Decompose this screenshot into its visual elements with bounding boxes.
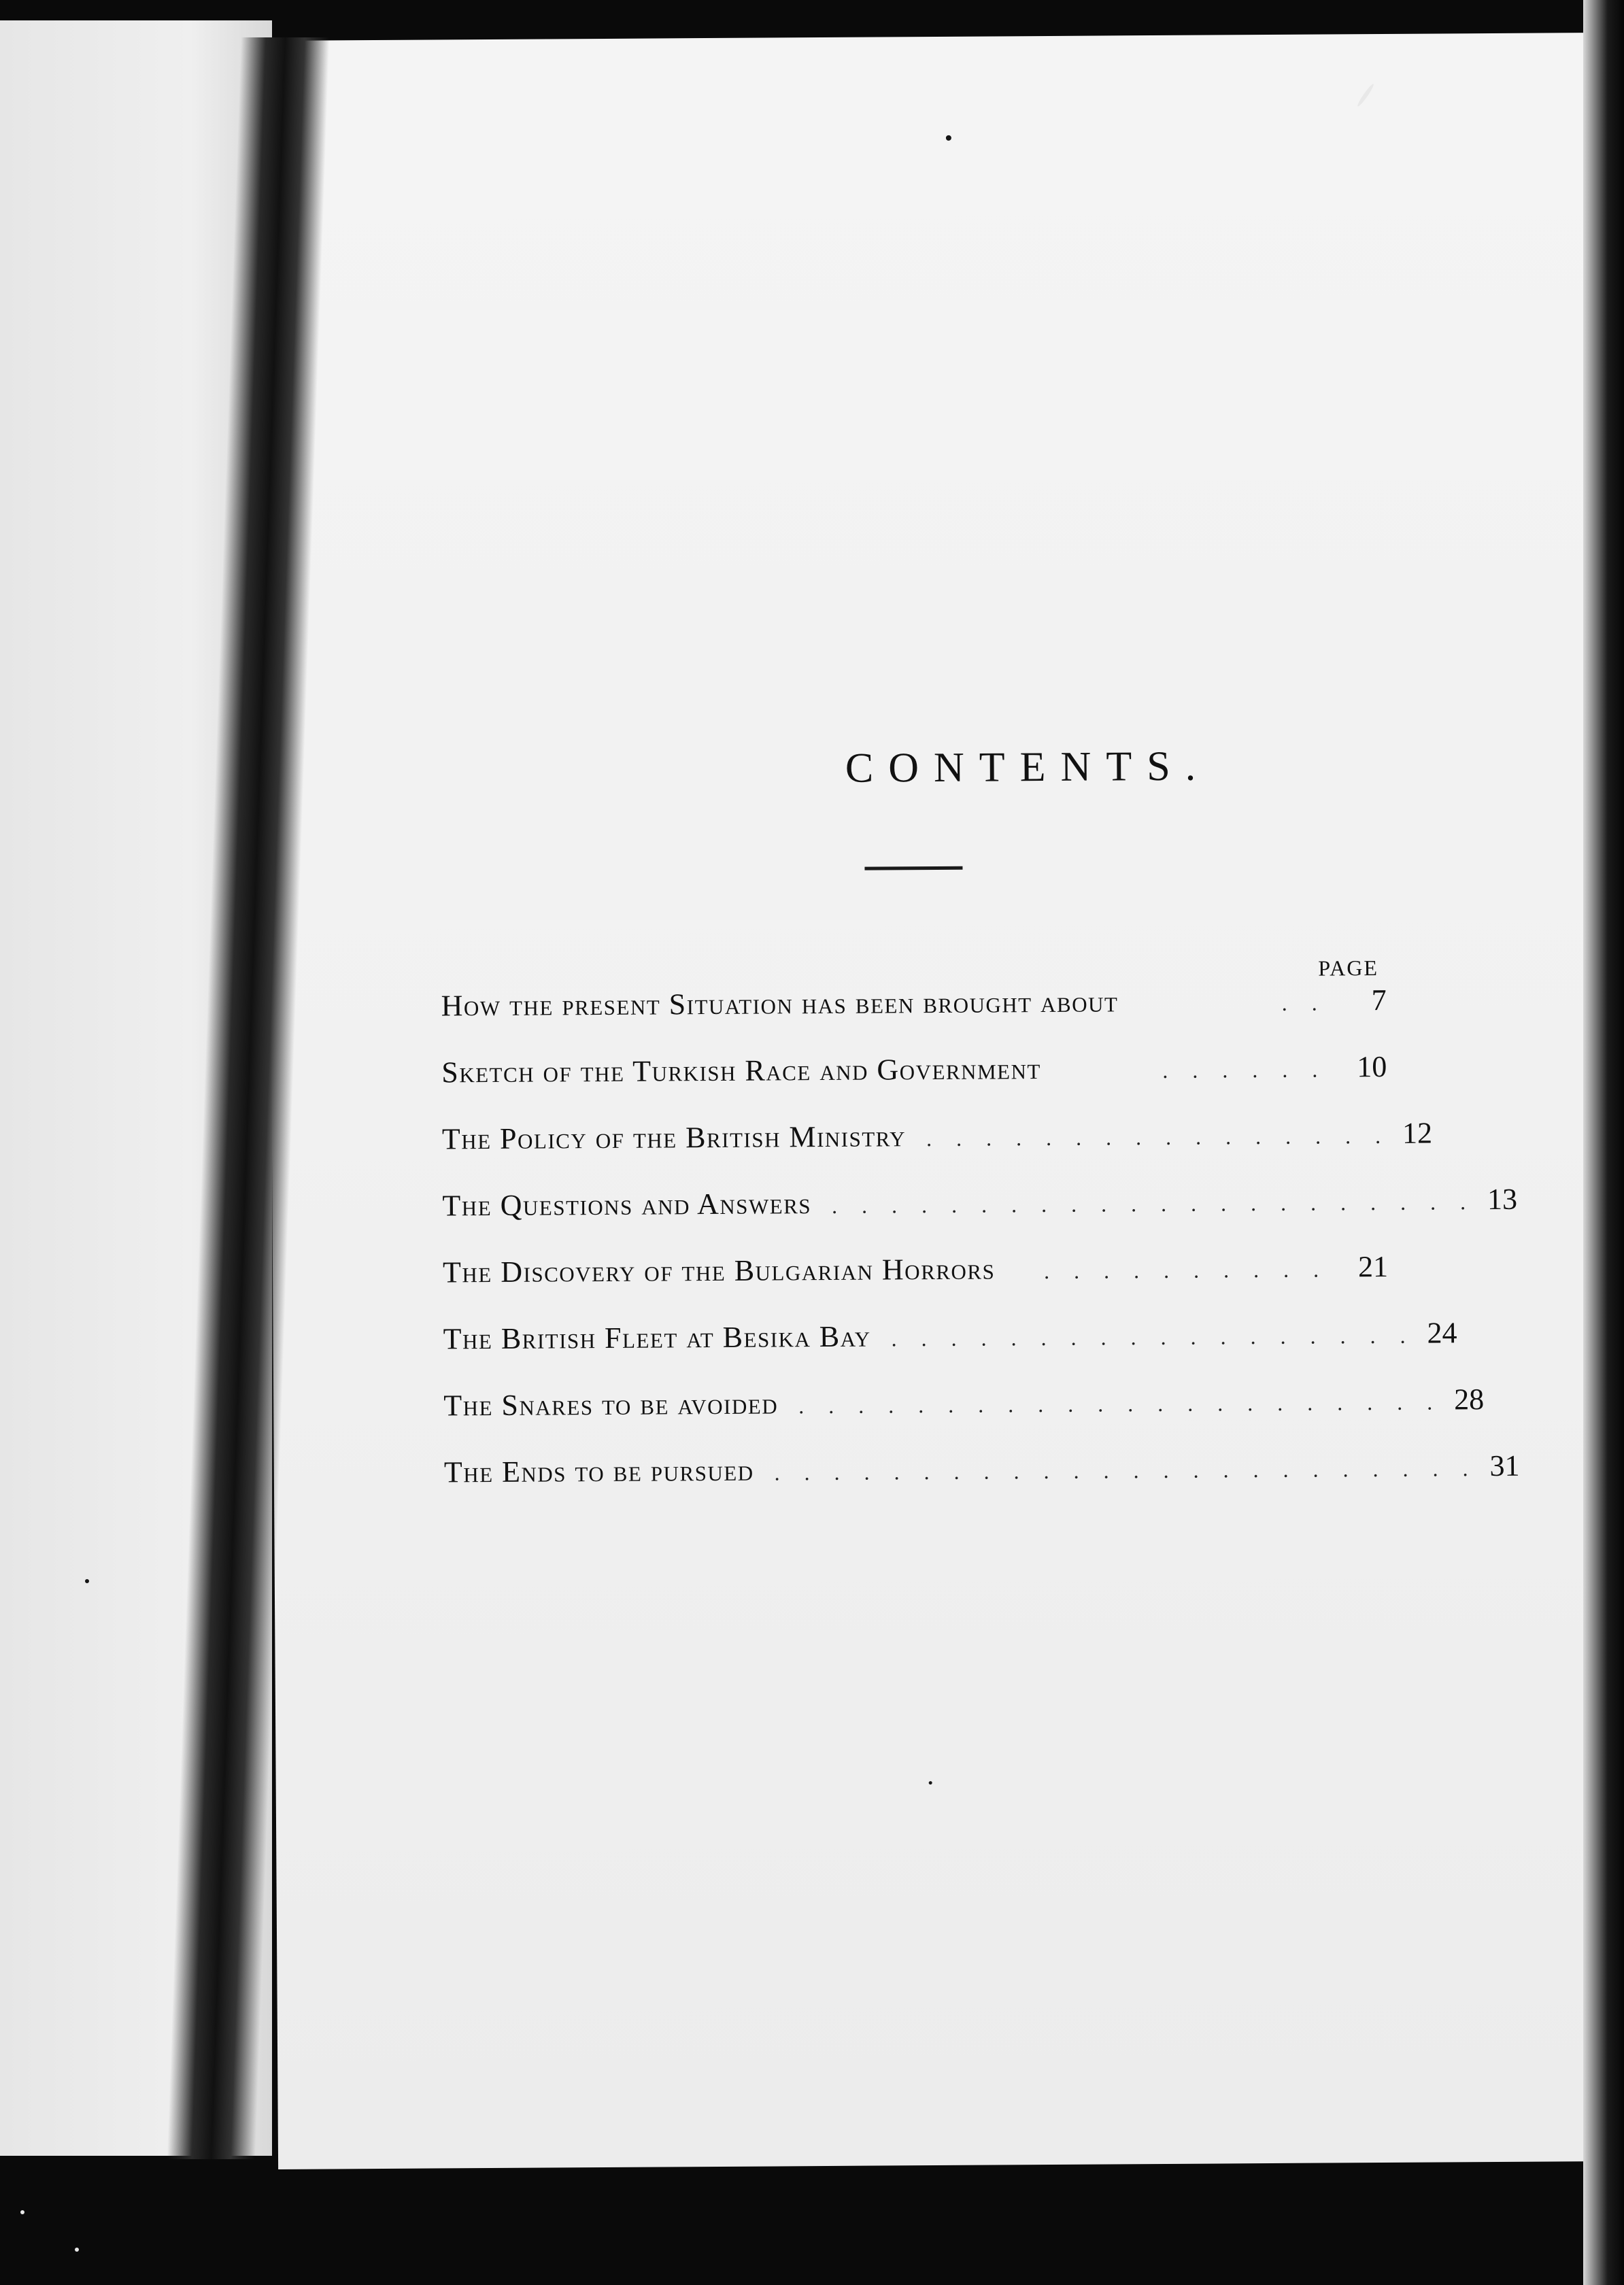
title-rule — [864, 866, 962, 870]
toc-entry — [441, 1049, 1387, 1121]
toc-leader: . . . . . . . . . . — [1043, 1257, 1329, 1284]
toc-entry — [443, 1383, 1485, 1455]
toc-entry-title: The Discovery of the Bulgarian Horrors — [442, 1252, 996, 1289]
toc-entry — [443, 1316, 1457, 1388]
toc-entry — [443, 1449, 1520, 1521]
toc-entry-page: 31 — [1489, 1449, 1520, 1483]
dust-speck — [85, 1579, 89, 1583]
scan-edge — [1583, 0, 1624, 2285]
toc-entry-title: The Questions and Answers — [442, 1187, 812, 1223]
contents-page — [265, 33, 1597, 2169]
toc-entry-title: The Ends to be pursued — [443, 1453, 754, 1489]
toc-entry-title: The Policy of the British Ministry — [441, 1119, 907, 1156]
toc-leader: . . . . . . . . . . . . . . . . . . . . . . — [798, 1389, 1442, 1419]
toc-entry-title: The Snares to be avoided — [443, 1387, 779, 1423]
toc-leader: . . — [1281, 990, 1327, 1015]
toc-leader: . . . . . . . . . . . . . . . . — [926, 1123, 1391, 1151]
toc-leader: . . . . . . — [1162, 1057, 1327, 1083]
toc-entry-title: How the present Situation has been brought about — [441, 985, 1119, 1023]
toc-entry-page: 24 — [1427, 1316, 1457, 1350]
table-of-contents — [441, 983, 1520, 1521]
toc-entry-page: 12 — [1402, 1116, 1433, 1150]
dust-speck — [75, 2248, 79, 2252]
toc-entry-page: 7 — [1371, 983, 1387, 1017]
toc-entry-page: 13 — [1487, 1182, 1518, 1217]
dust-speck — [929, 1781, 932, 1784]
toc-leader: . . . . . . . . . . . . . . . . . . . . . . . . — [774, 1456, 1478, 1485]
toc-entry-page: 28 — [1453, 1383, 1485, 1417]
toc-entry — [442, 1182, 1518, 1255]
toc-entry-title: The British Fleet at Besika Bay — [443, 1319, 871, 1356]
toc-entry — [441, 983, 1387, 1055]
page-column-label: PAGE — [1318, 955, 1379, 981]
toc-entry — [441, 1116, 1433, 1188]
toc-entry-page: 10 — [1357, 1049, 1387, 1084]
toc-leader: . . . . . . . . . . . . . . . . . . . . . . — [831, 1189, 1476, 1218]
dust-speck — [946, 135, 951, 141]
toc-leader: . . . . . . . . . . . . . . . . . . — [891, 1323, 1415, 1351]
toc-entry-page: 21 — [1357, 1249, 1389, 1284]
toc-entry-title: Sketch of the Turkish Race and Government — [441, 1052, 1041, 1089]
page-title: CONTENTS. — [845, 743, 1211, 792]
dust-speck — [20, 2210, 24, 2214]
toc-entry — [443, 1249, 1389, 1321]
